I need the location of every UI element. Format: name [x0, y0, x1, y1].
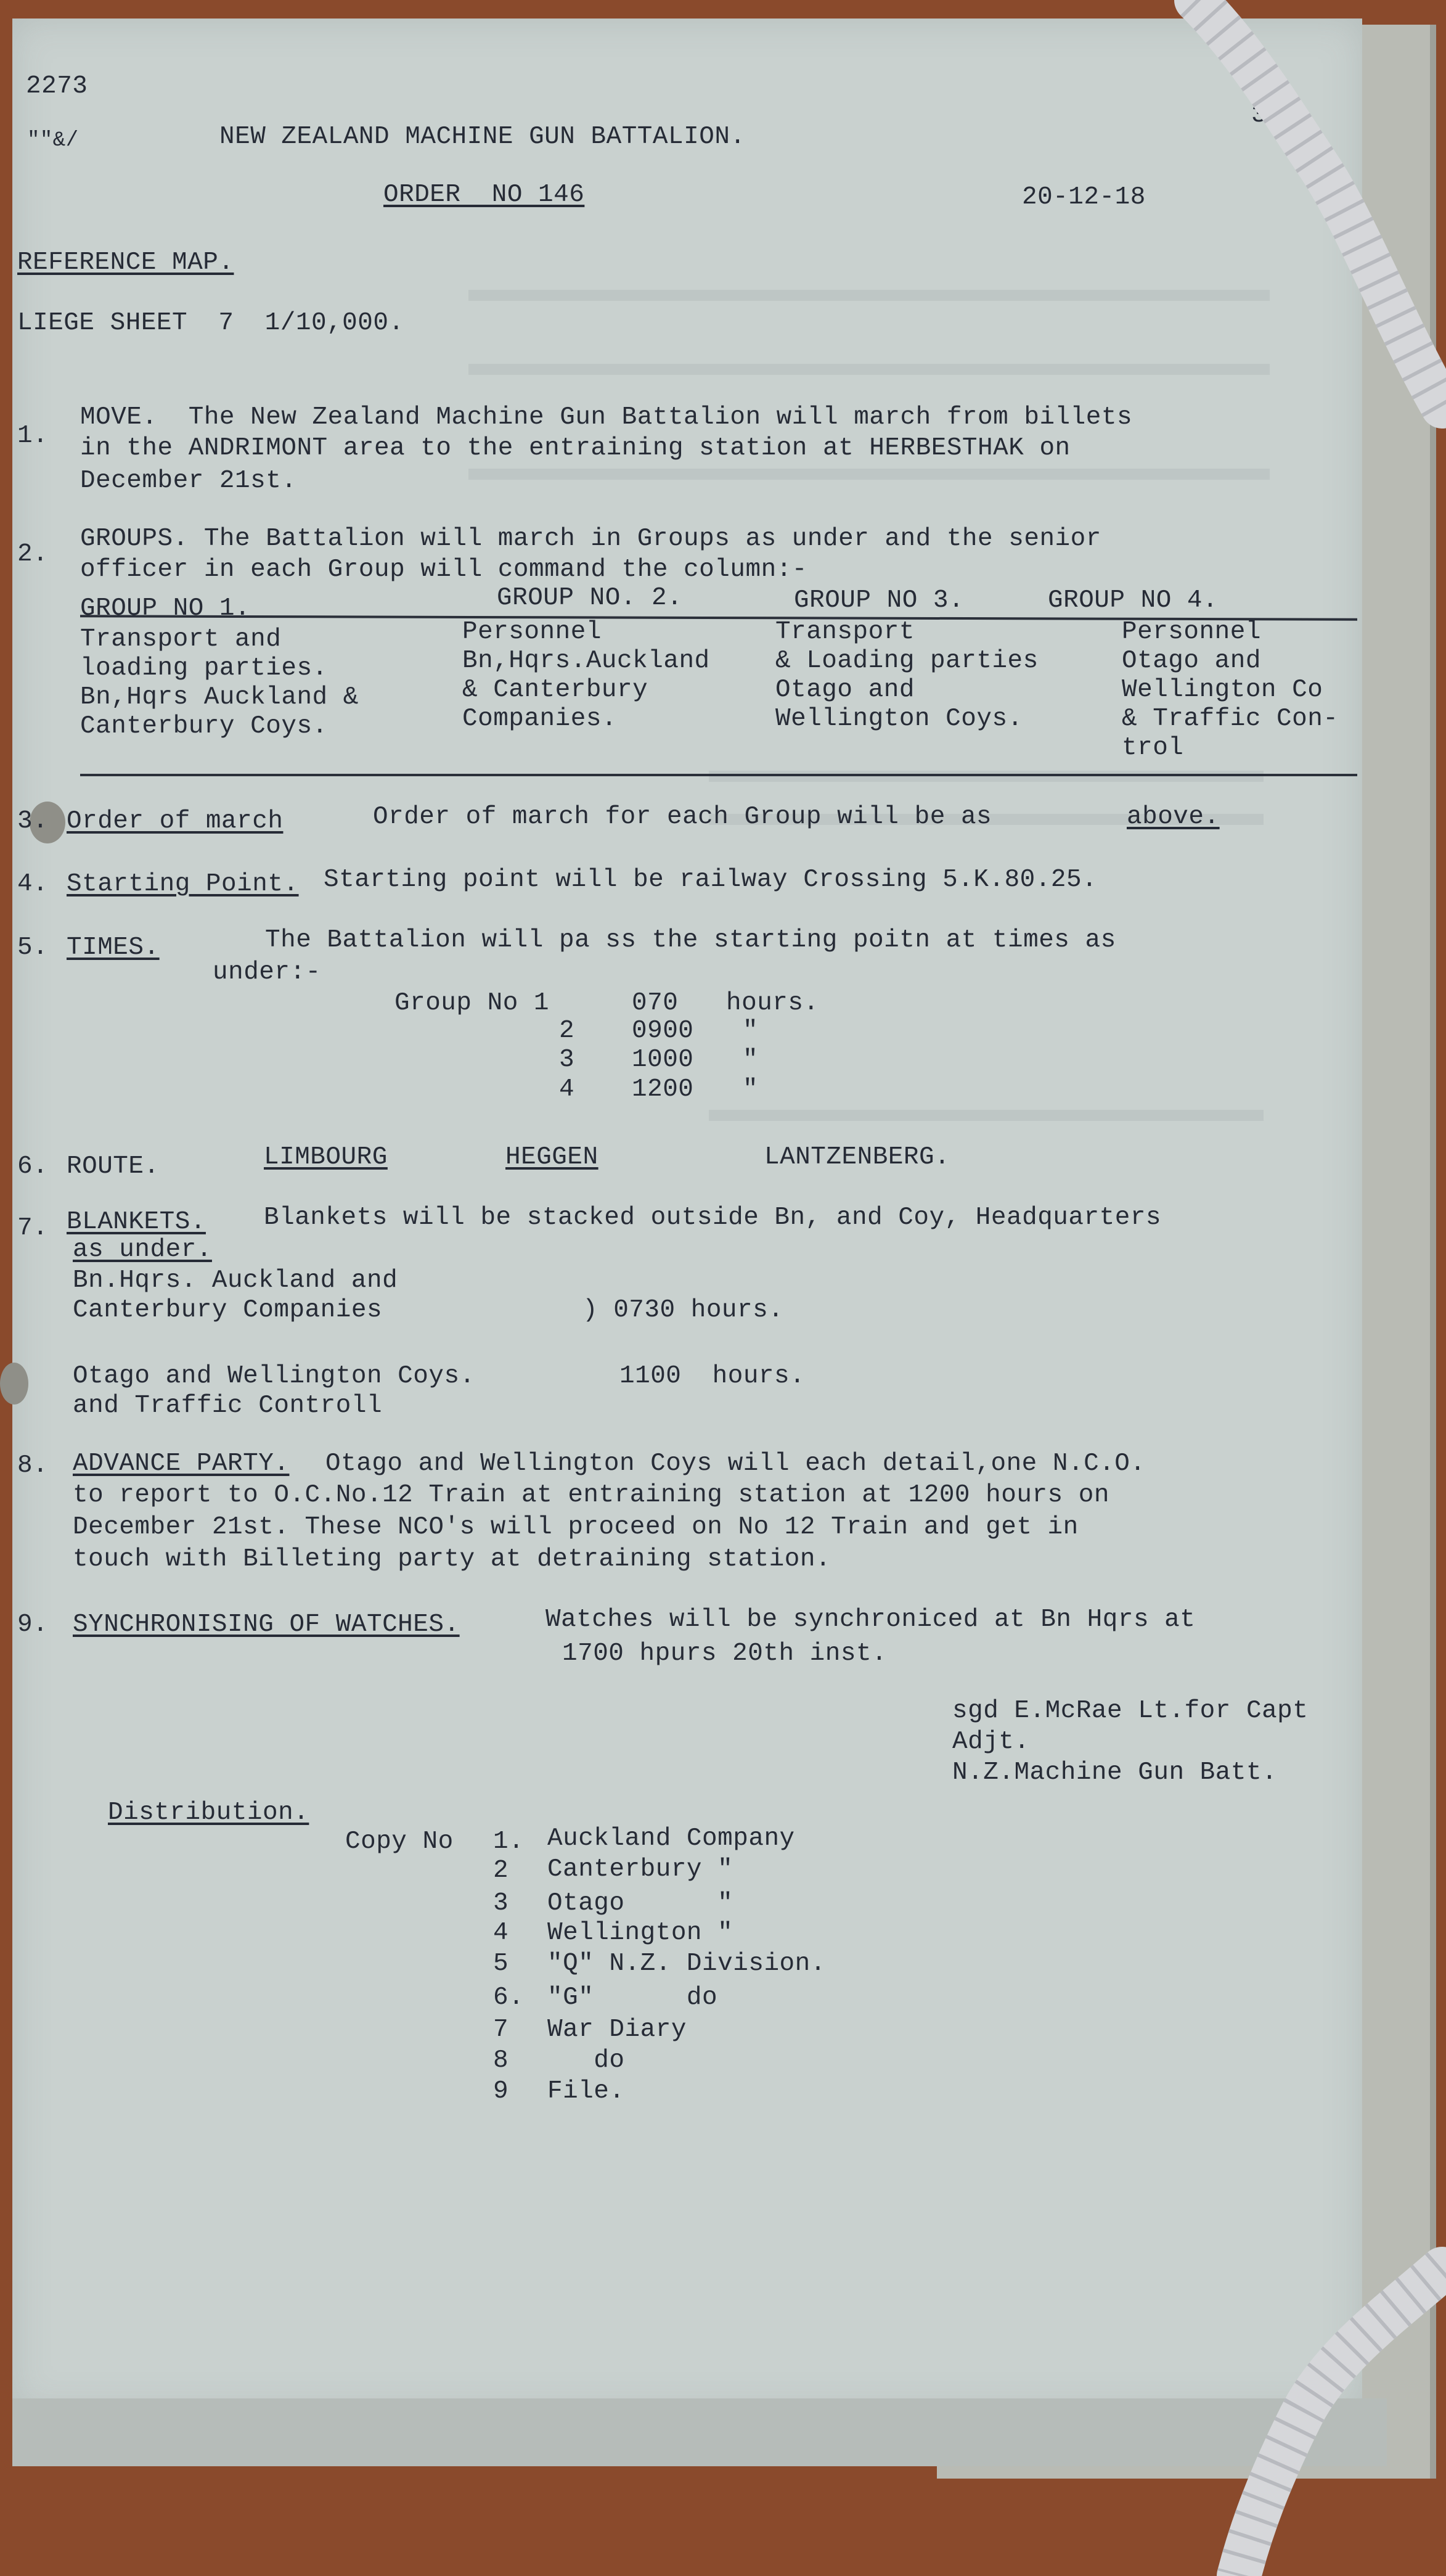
times-unit: " [743, 1017, 759, 1045]
times-time: 070 [632, 989, 679, 1017]
group-cell: Personnel [462, 618, 602, 646]
group-cell: & Canterbury [462, 676, 648, 704]
distribution-name: do [547, 2046, 625, 2075]
group-cell: Transport [775, 618, 915, 646]
times-text: The Battalion will pa ss the starting poitn at times as [265, 926, 1116, 954]
paragraph-number: 6. [17, 1152, 49, 1181]
move-line: December 21st. [80, 467, 297, 495]
advance-party-line: to report to O.C.No.12 Train at entraining station at 1200 hours on [73, 1481, 1109, 1509]
blankets-text: as under. [73, 1236, 212, 1264]
order-title: ORDER NO 146 [383, 181, 585, 209]
times-time: 0900 [632, 1017, 694, 1045]
group-heading: GROUP NO 4. [1048, 586, 1219, 615]
blankets-row: and Traffic Controll [73, 1392, 383, 1420]
group-cell: loading parties. [80, 654, 328, 683]
blankets-label: BLANKETS. [67, 1208, 206, 1236]
times-unit: " [743, 1046, 759, 1074]
unit-title: NEW ZEALAND MACHINE GUN BATTALION. [219, 123, 746, 151]
blankets-row: Otago and Wellington Coys. [73, 1362, 475, 1390]
paragraph-number: 8. [17, 1451, 49, 1480]
group-cell: Bn,Hqrs.Auckland [462, 647, 710, 675]
group-cell: Wellington Coys. [775, 705, 1023, 733]
order-date: 20-12-18 [1022, 183, 1146, 211]
group-cell: Otago and [1122, 647, 1261, 675]
blankets-time: 1100 hours. [619, 1362, 806, 1390]
blankets-time: ) 0730 hours. [582, 1296, 784, 1324]
reference-heading: REFERENCE MAP. [17, 248, 234, 277]
synchronising-label: SYNCHRONISING OF WATCHES. [73, 1610, 460, 1639]
synchronising-text: 1700 hpurs 20th inst. [562, 1639, 888, 1668]
reference-sheet: LIEGE SHEET 7 1/10,000. [17, 309, 404, 337]
times-group: 3 [559, 1046, 575, 1074]
times-group: 4 [559, 1075, 575, 1104]
distribution-num: 1. [493, 1827, 525, 1856]
paragraph-number: 7. [17, 1214, 49, 1242]
group-cell: & Traffic Con- [1122, 705, 1339, 733]
page-number: 3 [1251, 101, 1267, 129]
times-unit: " [743, 1075, 759, 1104]
times-group: Group No 1 [394, 989, 550, 1017]
distribution-name: Wellington " [547, 1919, 733, 1947]
group-cell: Wellington Co [1122, 676, 1323, 704]
binding-cord-bottom [1171, 2244, 1446, 2576]
times-text: under:- [213, 958, 321, 987]
move-line: MOVE. The New Zealand Machine Gun Battalion will march from billets [80, 403, 1133, 432]
blankets-text: Blankets will be stacked outside Bn, and Coy, Headquarters [264, 1204, 1162, 1232]
paragraph-number: 2. [17, 540, 49, 568]
starting-point-text: Starting point will be railway Crossing 5.K.80.25. [324, 866, 1098, 894]
group-heading: GROUP NO. 2. [497, 584, 683, 612]
distribution-num: 4 [493, 1919, 509, 1947]
advance-party-line: touch with Billeting party at detraining station. [73, 1545, 831, 1573]
reference-mark: ""&/ [27, 129, 79, 152]
distribution-name: Otago " [547, 1889, 733, 1918]
route-stop: LANTZENBERG. [764, 1143, 950, 1171]
times-group: 2 [559, 1017, 575, 1045]
advance-party-label: ADVANCE PARTY. [73, 1450, 290, 1478]
paragraph-number: 3. [17, 807, 49, 835]
synchronising-text: Watches will be synchroniced at Bn Hqrs at [545, 1606, 1196, 1634]
distribution-num: 8 [493, 2046, 509, 2075]
order-of-march-text: Order of march for each Group will be as [373, 803, 992, 831]
paragraph-number: 1. [17, 422, 49, 450]
group-cell: trol [1122, 734, 1184, 762]
paragraph-number: 9. [17, 1610, 49, 1639]
order-of-march-label: Order of march [67, 807, 284, 835]
distribution-name: Auckland Company [547, 1824, 795, 1853]
distribution-heading: Distribution. [108, 1799, 309, 1827]
paragraph-number: 4. [17, 870, 49, 898]
table-bottom-rule [80, 774, 1357, 776]
advance-party-line: Otago and Wellington Coys will each detail,one N.C.O. [325, 1450, 1146, 1478]
signature-line: Adjt. [952, 1728, 1030, 1756]
distribution-num: 5 [493, 1950, 509, 1978]
punch-hole [0, 1363, 28, 1405]
distribution-prefix: Copy No [345, 1827, 454, 1856]
times-label: TIMES. [67, 933, 160, 962]
group-heading: GROUP NO 1. [80, 594, 251, 623]
group-heading: GROUP NO 3. [794, 586, 965, 615]
distribution-name: File. [547, 2077, 625, 2106]
signature-line: N.Z.Machine Gun Batt. [952, 1758, 1278, 1787]
move-line: in the ANDRIMONT area to the entraining station at HERBESTHAK on [80, 434, 1071, 462]
route-label: ROUTE. [67, 1152, 160, 1181]
blankets-row: Bn.Hqrs. Auckland and [73, 1266, 398, 1295]
order-of-march-text-end: above. [1127, 803, 1220, 831]
groups-line: officer in each Group will command the column:- [80, 556, 807, 584]
blankets-row: Canterbury Companies [73, 1296, 383, 1324]
times-unit: hours. [726, 989, 819, 1017]
group-cell: Transport and [80, 625, 282, 654]
distribution-num: 3 [493, 1889, 509, 1918]
groups-line: GROUPS. The Battalion will march in Groups as under and the senior [80, 525, 1101, 553]
times-time: 1200 [632, 1075, 694, 1104]
distribution-name: "G" do [547, 1983, 718, 2012]
route-stop: HEGGEN [505, 1143, 598, 1171]
distribution-num: 9 [493, 2077, 509, 2106]
group-cell: Companies. [462, 705, 618, 733]
group-cell: Personnel [1122, 618, 1261, 646]
signature-line: sgd E.McRae Lt.for Capt [952, 1697, 1309, 1725]
reference-number: 2273 [26, 72, 88, 100]
group-cell: Canterbury Coys. [80, 712, 328, 740]
distribution-name: "Q" N.Z. Division. [547, 1950, 826, 1978]
distribution-name: Canterbury " [547, 1855, 733, 1884]
group-cell: Otago and [775, 676, 915, 704]
binding-cord-top [1171, 0, 1446, 432]
times-time: 1000 [632, 1046, 694, 1074]
distribution-name: War Diary [547, 2016, 687, 2044]
advance-party-line: December 21st. These NCO's will proceed on No 12 Train and get in [73, 1513, 1079, 1541]
group-cell: & Loading parties [775, 647, 1039, 675]
distribution-num: 6. [493, 1983, 525, 2012]
distribution-num: 2 [493, 1856, 509, 1885]
route-stop: LIMBOURG [264, 1143, 388, 1171]
group-cell: Bn,Hqrs Auckland & [80, 683, 359, 712]
paragraph-number: 5. [17, 933, 49, 962]
starting-point-label: Starting Point. [67, 870, 299, 898]
distribution-num: 7 [493, 2016, 509, 2044]
